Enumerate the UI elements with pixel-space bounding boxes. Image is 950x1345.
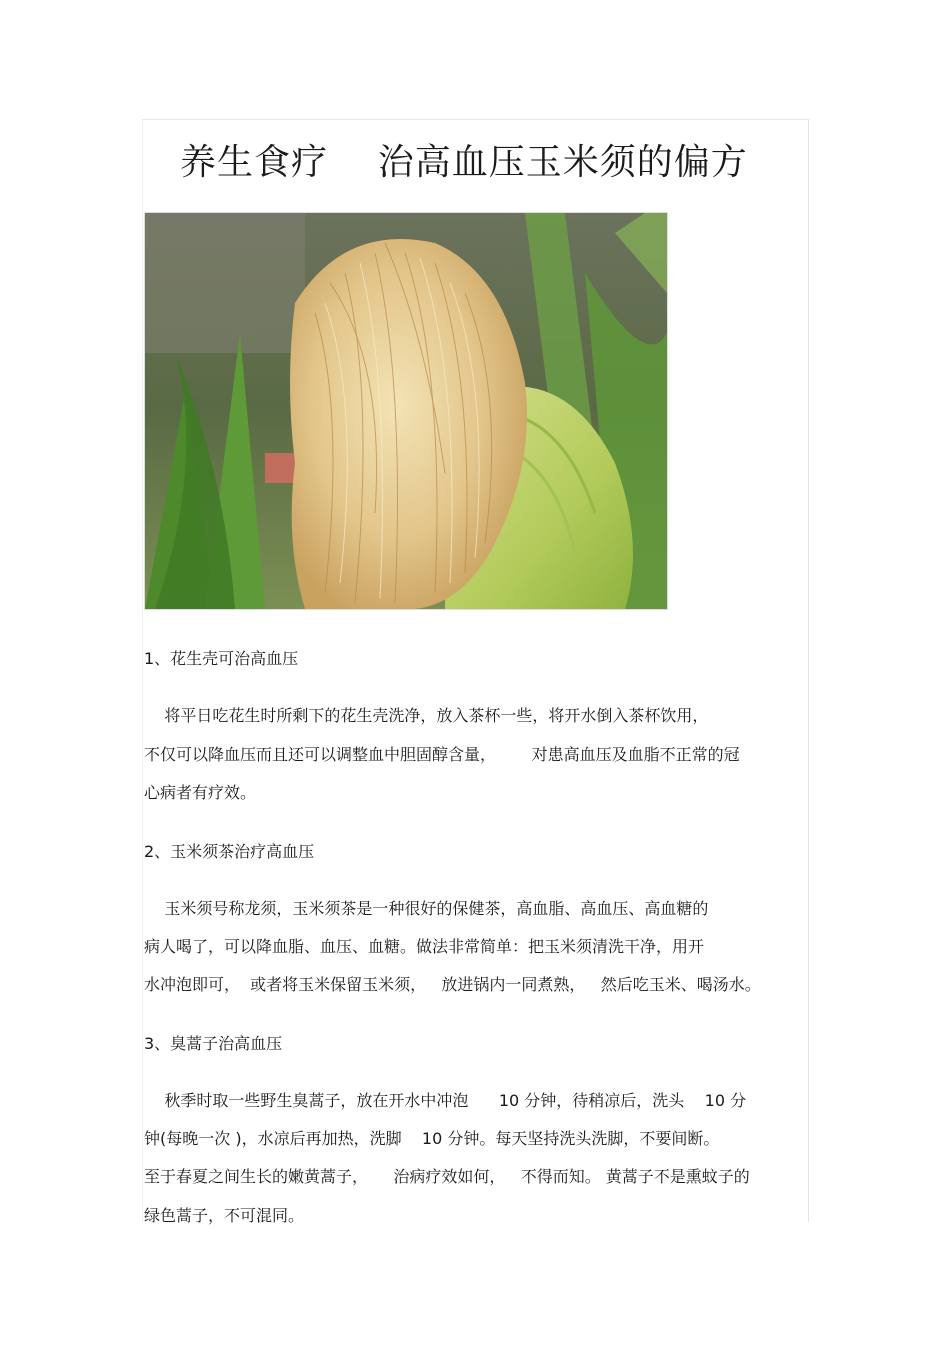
page-title: 养生食疗 治高血压玉米须的偏方 xyxy=(180,142,748,183)
corn-silk-photo xyxy=(144,212,668,610)
paragraph-line: 心病者有疗效。 xyxy=(144,783,257,802)
paragraph-line: 至于春夏之间生长的嫩黄蒿子， 治病疗效如何， 不得而知。 黄蒿子不是熏蚊子的 xyxy=(144,1167,750,1186)
section-heading-3: 3、臭蒿子治高血压 xyxy=(144,1034,283,1053)
paragraph-line: 玉米须号称龙须，玉米须茶是一种很好的保健茶，高血脂、高血压、高血糖的 xyxy=(144,899,709,918)
paragraph-line: 钟(每晚一次 )，水凉后再加热，洗脚 10 分钟。每天坚持洗头洗脚，不要间断。 xyxy=(144,1129,720,1148)
paragraph-line: 将平日吃花生时所剩下的花生壳洗净，放入茶杯一些，将开水倒入茶杯饮用， xyxy=(144,706,709,725)
section-heading-2: 2、玉米须茶治疗高血压 xyxy=(144,842,315,861)
paragraph-line: 不仅可以降血压而且还可以调整血中胆固醇含量， 对患高血压及血脂不正常的冠 xyxy=(144,745,740,764)
paragraph-line: 绿色蒿子，不可混同。 xyxy=(144,1206,305,1225)
section-heading-1: 1、花生壳可治高血压 xyxy=(144,649,299,668)
paragraph-line: 水冲泡即可， 或者将玉米保留玉米须， 放进锅内一同煮熟， 然后吃玉米、喝汤水。 xyxy=(144,975,761,994)
paragraph-line: 病人喝了，可以降血脂、血压、血糖。做法非常简单：把玉米须清洗干净，用开 xyxy=(144,937,705,956)
paragraph-line: 秋季时取一些野生臭蒿子，放在开水中冲泡 10 分钟，待稍凉后，洗头 10 分 xyxy=(144,1091,747,1110)
